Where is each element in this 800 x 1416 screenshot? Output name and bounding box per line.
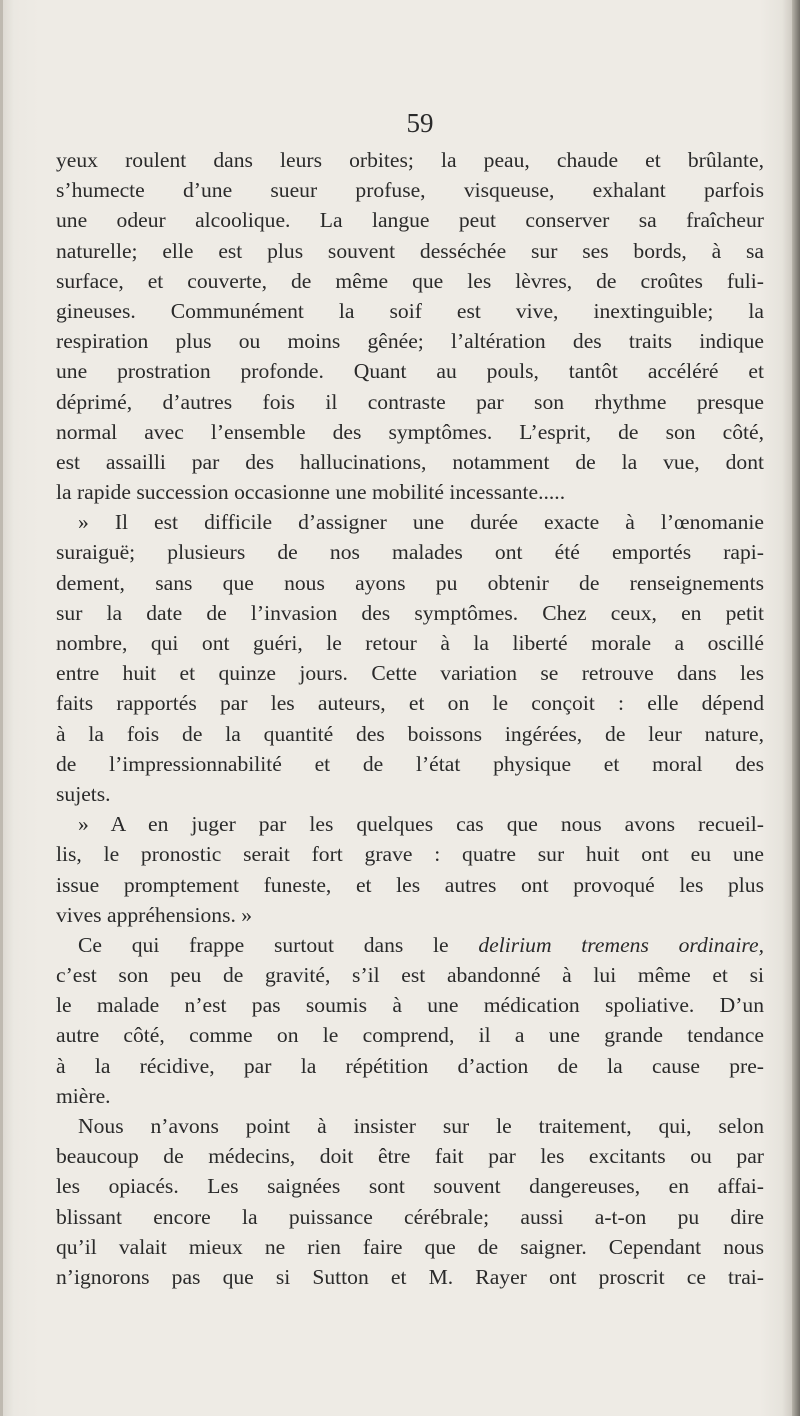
text-line: c’est son peu de gravité, s’il est abandonné à lui même et si	[56, 963, 764, 988]
text-line: mière.	[56, 1083, 111, 1108]
page-number: 59	[406, 108, 434, 138]
text-line: de l’impressionnabilité et de l’état physique et moral des	[56, 751, 764, 776]
text-line: déprimé, d’autres fois il contraste par son rhythme presque	[56, 389, 764, 414]
text-line: blissant encore la puissance cérébrale; aussi a-t-on pu dire	[56, 1204, 764, 1229]
text-line: normal avec l’ensemble des symptômes. L’esprit, de son côté,	[56, 419, 764, 444]
text-line: issue promptement funeste, et les autres ont provoqué les plus	[56, 872, 764, 897]
italic-term: delirium tremens ordinaire,	[478, 932, 764, 957]
text-line: sur la date de l’invasion des symptômes. Chez ceux, en petit	[56, 600, 764, 625]
body-text	[56, 145, 764, 1292]
text-line: suraiguë; plusieurs de nos malades ont été emportés rapi-	[56, 540, 764, 565]
text-line: s’humecte d’une sueur profuse, visqueuse, exhalant parfois	[56, 178, 764, 203]
text-line: les opiacés. Les saignées sont souvent dangereuses, en affai-	[56, 1174, 764, 1199]
text-line: n’ignorons pas que si Sutton et M. Rayer ont proscrit ce trai-	[56, 1264, 764, 1289]
text-line: faits rapportés par les auteurs, et on le conçoit : elle dépend	[56, 691, 764, 716]
text-line: une prostration profonde. Quant au pouls, tantôt accéléré et	[56, 359, 764, 384]
text-line: yeux roulent dans leurs orbites; la peau, chaude et brûlante,	[56, 148, 764, 172]
text-line: entre huit et quinze jours. Cette variation se retrouve dans les	[56, 661, 764, 686]
text-line: beaucoup de médecins, doit être fait par les excitants ou par	[56, 1144, 764, 1169]
text-line: est assailli par des hallucinations, notamment de la vue, dont	[56, 449, 764, 474]
text-line: surface, et couverte, de même que les lèvres, de croûtes fuli-	[56, 268, 764, 293]
text-line: Nous n’avons point à insister sur le traitement, qui, selon	[78, 1114, 764, 1138]
text-line: qu’il valait mieux ne rien faire que de saigner. Cependant nous	[56, 1234, 764, 1259]
text-line: une odeur alcoolique. La langue peut conserver sa fraîcheur	[56, 208, 764, 233]
text-line: dement, sans que nous ayons pu obtenir de renseignements	[56, 570, 764, 595]
text-line: naturelle; elle est plus souvent desséchée sur ses bords, à sa	[56, 238, 764, 263]
text-line: la rapide succession occasionne une mobilité incessante.....	[56, 480, 566, 505]
text-line: nombre, qui ont guéri, le retour à la liberté morale a oscillé	[56, 631, 764, 655]
text-line: à la récidive, par la répétition d’action de la cause pre-	[56, 1053, 764, 1078]
text-line: vives appréhensions. »	[56, 902, 253, 927]
text-line: » A en juger par les quelques cas que nous avons recueil-	[78, 812, 764, 837]
text-line: le malade n’est pas soumis à une médication spoliative. D’un	[56, 993, 764, 1018]
text-line: à la fois de la quantité des boissons ingérées, de leur nature,	[56, 721, 764, 746]
text-line: sujets.	[56, 781, 111, 806]
page-spine-shadow	[0, 0, 3, 1416]
text-segment: Ce qui frappe surtout dans le	[78, 932, 449, 957]
text-line-with-italic	[56, 930, 764, 960]
text-line: » Il est difficile d’assigner une durée exacte à l’œnomanie	[78, 510, 764, 535]
text-line: respiration plus ou moins gênée; l’altération des traits indique	[56, 329, 764, 354]
page-edge-shadow	[792, 0, 800, 1416]
text-line: autre côté, comme on le comprend, il a une grande tendance	[56, 1023, 764, 1048]
text-line: gineuses. Communément la soif est vive, inextinguible; la	[56, 298, 764, 323]
text-line: lis, le pronostic serait fort grave : quatre sur huit ont eu une	[56, 842, 764, 867]
